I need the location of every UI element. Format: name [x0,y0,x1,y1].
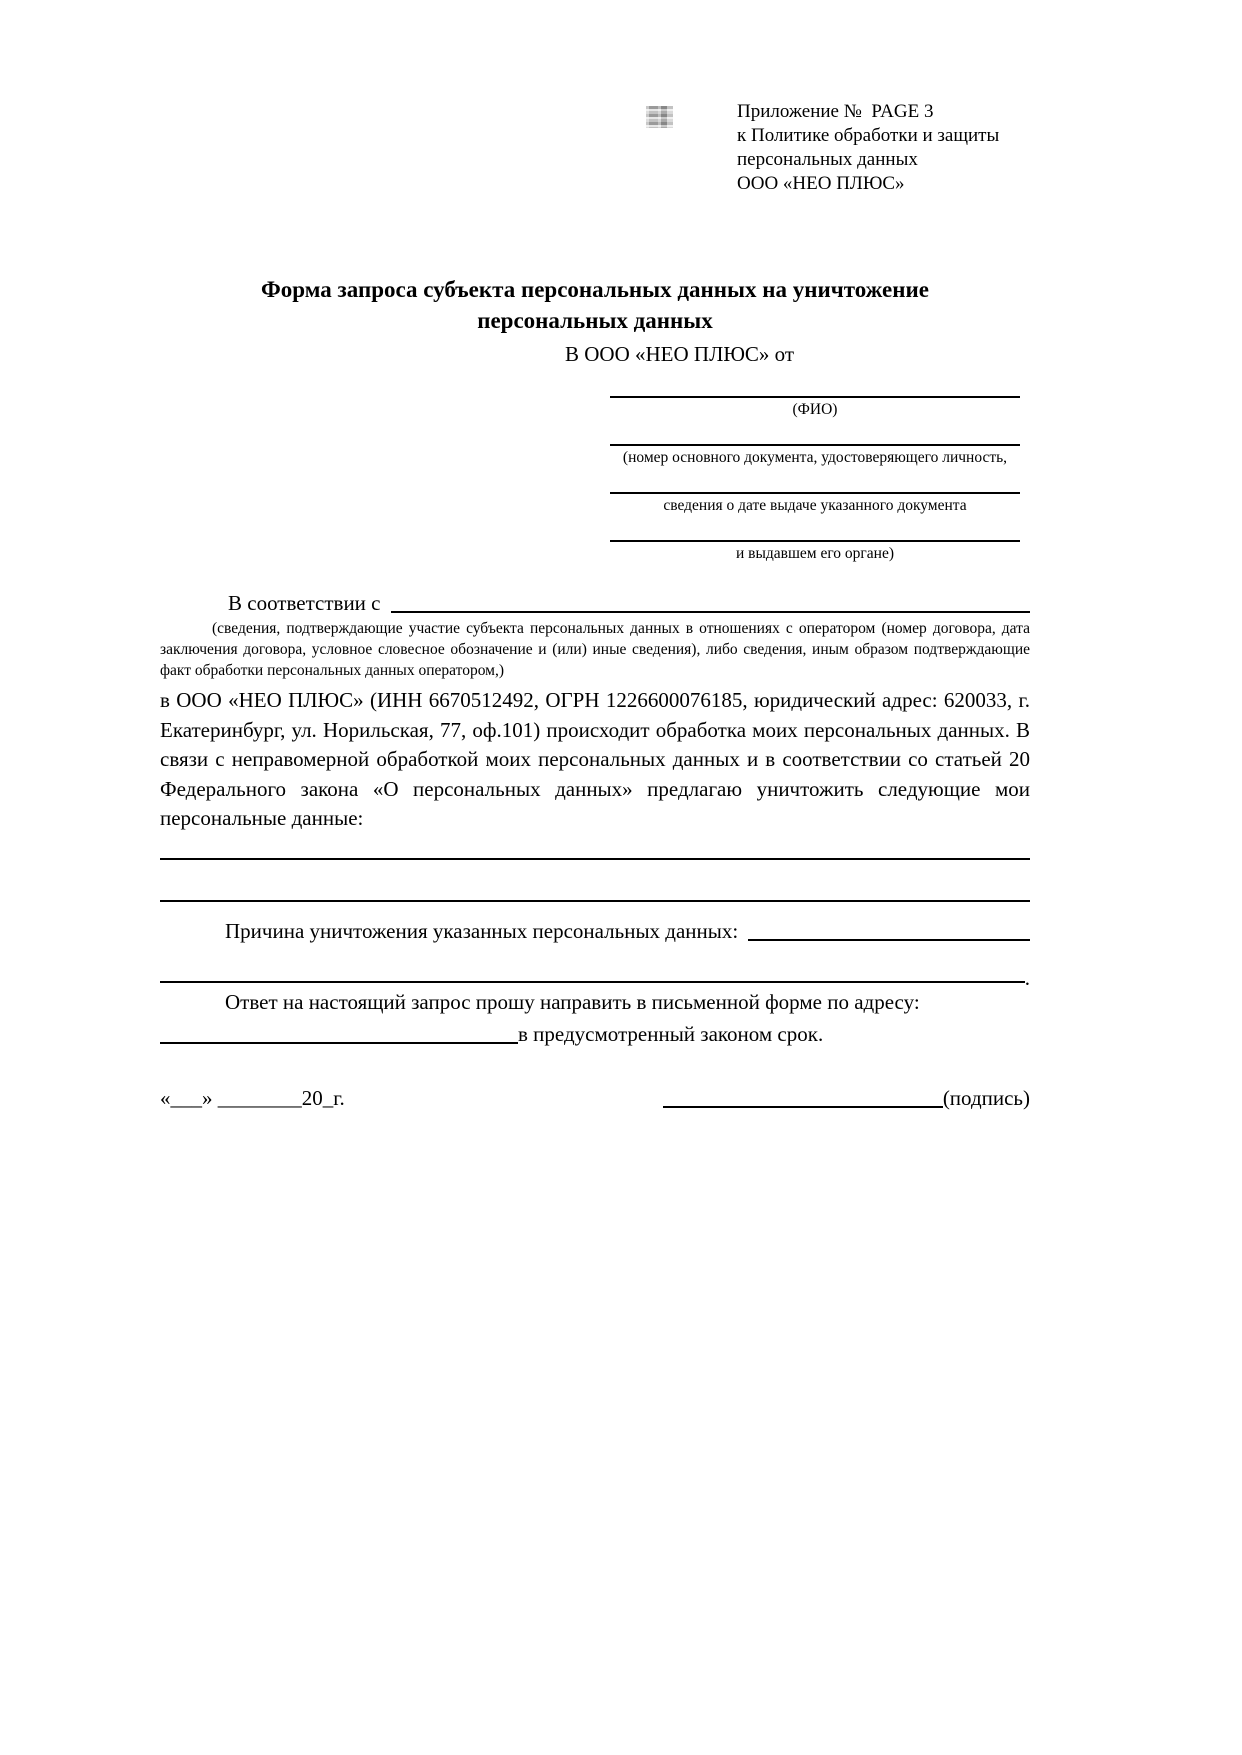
signature-fill-line [663,1106,943,1108]
fio-field [610,378,1020,419]
appendix-line: к Политике обработки и защиты [737,125,1000,146]
accordance-footnote: (сведения, подтверждающие участие субъекта персональных данных в отношениях с оператором (номер договора, дата заключения договора, условное словесное обозначение и (или) иные сведения), либо сведения, иным образом подтверждающие факт обработки персональных данных оператором,) [160,620,1030,679]
signature-block [663,1084,1030,1112]
reason-label: Причина уничтожения указанных персональных данных: [225,918,739,943]
response-suffix: в предусмотренный законом срок. [518,1021,824,1046]
page-header [160,100,1030,198]
body-paragraph: в ООО «НЕО ПЛЮС» (ИНН 6670512492, ОГРН 1226600076185, юридический адрес: 620033, г. Екатеринбург, ул. Норильская, 77, оф.101) происходит обработка моих персональных данных. В связи с неправомерной обработкой моих персональных данных и в соответствии со статьей 20 Федерального закона «О персональных данных» предлагаю уничтожить следующие мои персональные данные: [160,688,1030,830]
date-signature-row [160,1084,1030,1112]
appendix-block [737,100,1030,196]
form-title-line2: персональных данных [477,308,713,333]
form-title [160,274,1030,336]
form-title-line1: Форма запроса субъекта персональных данных на уничтожение [261,277,929,302]
issue-date-caption: сведения о дате выдаче указанного документа [663,497,967,514]
reason-row [160,917,1030,945]
issuing-authority-fill-line [610,522,1020,542]
reason-fill-line-2 [160,981,1025,983]
identity-fields [610,378,1020,563]
response-address-row [160,1020,1030,1048]
data-to-destroy-fill-line-2 [160,900,1030,902]
signature-caption: (подпись) [942,1085,1030,1110]
accordance-label: В соответствии с [228,591,381,615]
issuing-authority-caption: и выдавшем его органе) [735,545,895,562]
reason-continuation-row [160,965,1030,990]
appendix-line: Приложение № PAGE 3 [737,101,934,122]
document-number-fill-line [610,426,1020,446]
issue-date-fill-line [610,474,1020,494]
accordance-fill-line [391,589,1031,613]
fio-caption: (ФИО) [792,401,838,418]
document-number-caption: (номер основного документа, удостоверяющего личность, [622,449,1008,466]
document-number-field [610,426,1020,467]
fio-fill-line [610,378,1020,398]
data-to-destroy-fill-line-1 [160,858,1030,860]
date-line: «___» ________20_г. [160,1085,345,1110]
reason-fill-line [748,917,1030,941]
addressee-line: В ООО «НЕО ПЛЮС» от [565,342,795,366]
accordance-row [160,589,1030,617]
appendix-line: ООО «НЕО ПЛЮС» [737,173,905,194]
embedded-image-thumbnail-icon [646,106,673,128]
line-terminator: . [1024,965,1030,990]
issue-date-field [610,474,1020,515]
address-fill-line [160,1020,518,1044]
appendix-line: персональных данных [737,149,918,170]
response-request-line: Ответ на настоящий запрос прошу направить в письменной форме по адресу: [225,989,920,1014]
issuing-authority-field [610,522,1020,563]
